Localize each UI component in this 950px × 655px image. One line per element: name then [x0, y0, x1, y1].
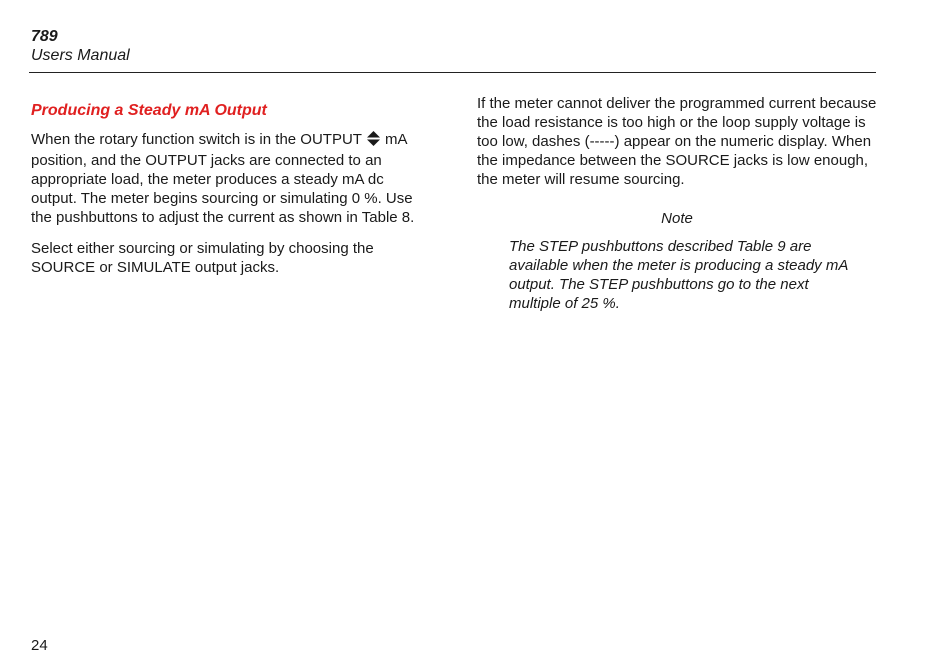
left-column: [31, 101, 431, 289]
section-heading: Producing a Steady mA Output: [31, 102, 267, 119]
paragraph-fault-display: If the meter cannot deliver the programmed current because the load resistance is too high or the loop supply voltage is too low, dashes (-----) appear on the numeric display. When the impedance between the SOURCE jacks is low enough, the meter will resume sourcing.: [477, 95, 877, 188]
page-number: 24: [31, 637, 48, 654]
paragraph-text-start: When the rotary function switch is in the OUTPUT: [31, 131, 362, 148]
paragraph-text-end: mA position, and the OUTPUT jacks are connected to an appropriate load, the meter produces a steady mA dc output. The meter begins sourcing or simulating 0 %. Use the pushbuttons to adjust the current as shown in Table 8.: [31, 131, 415, 226]
paragraph-output-mode: [31, 130, 431, 227]
manual-title: Users Manual: [31, 47, 130, 64]
note-body: The STEP pushbuttons described Table 9 are available when the meter is producing a steady mA output. The STEP pushbuttons go to the next multiple of 25 %.: [509, 238, 848, 312]
page-header: [31, 27, 130, 65]
up-down-arrow-icon: [367, 131, 380, 151]
right-column: [477, 94, 877, 313]
model-number: 789: [31, 28, 58, 45]
header-divider: [29, 72, 876, 73]
note-title: Note: [661, 210, 693, 227]
paragraph-source-simulate: Select either sourcing or simulating by choosing the SOURCE or SIMULATE output jacks.: [31, 240, 374, 276]
